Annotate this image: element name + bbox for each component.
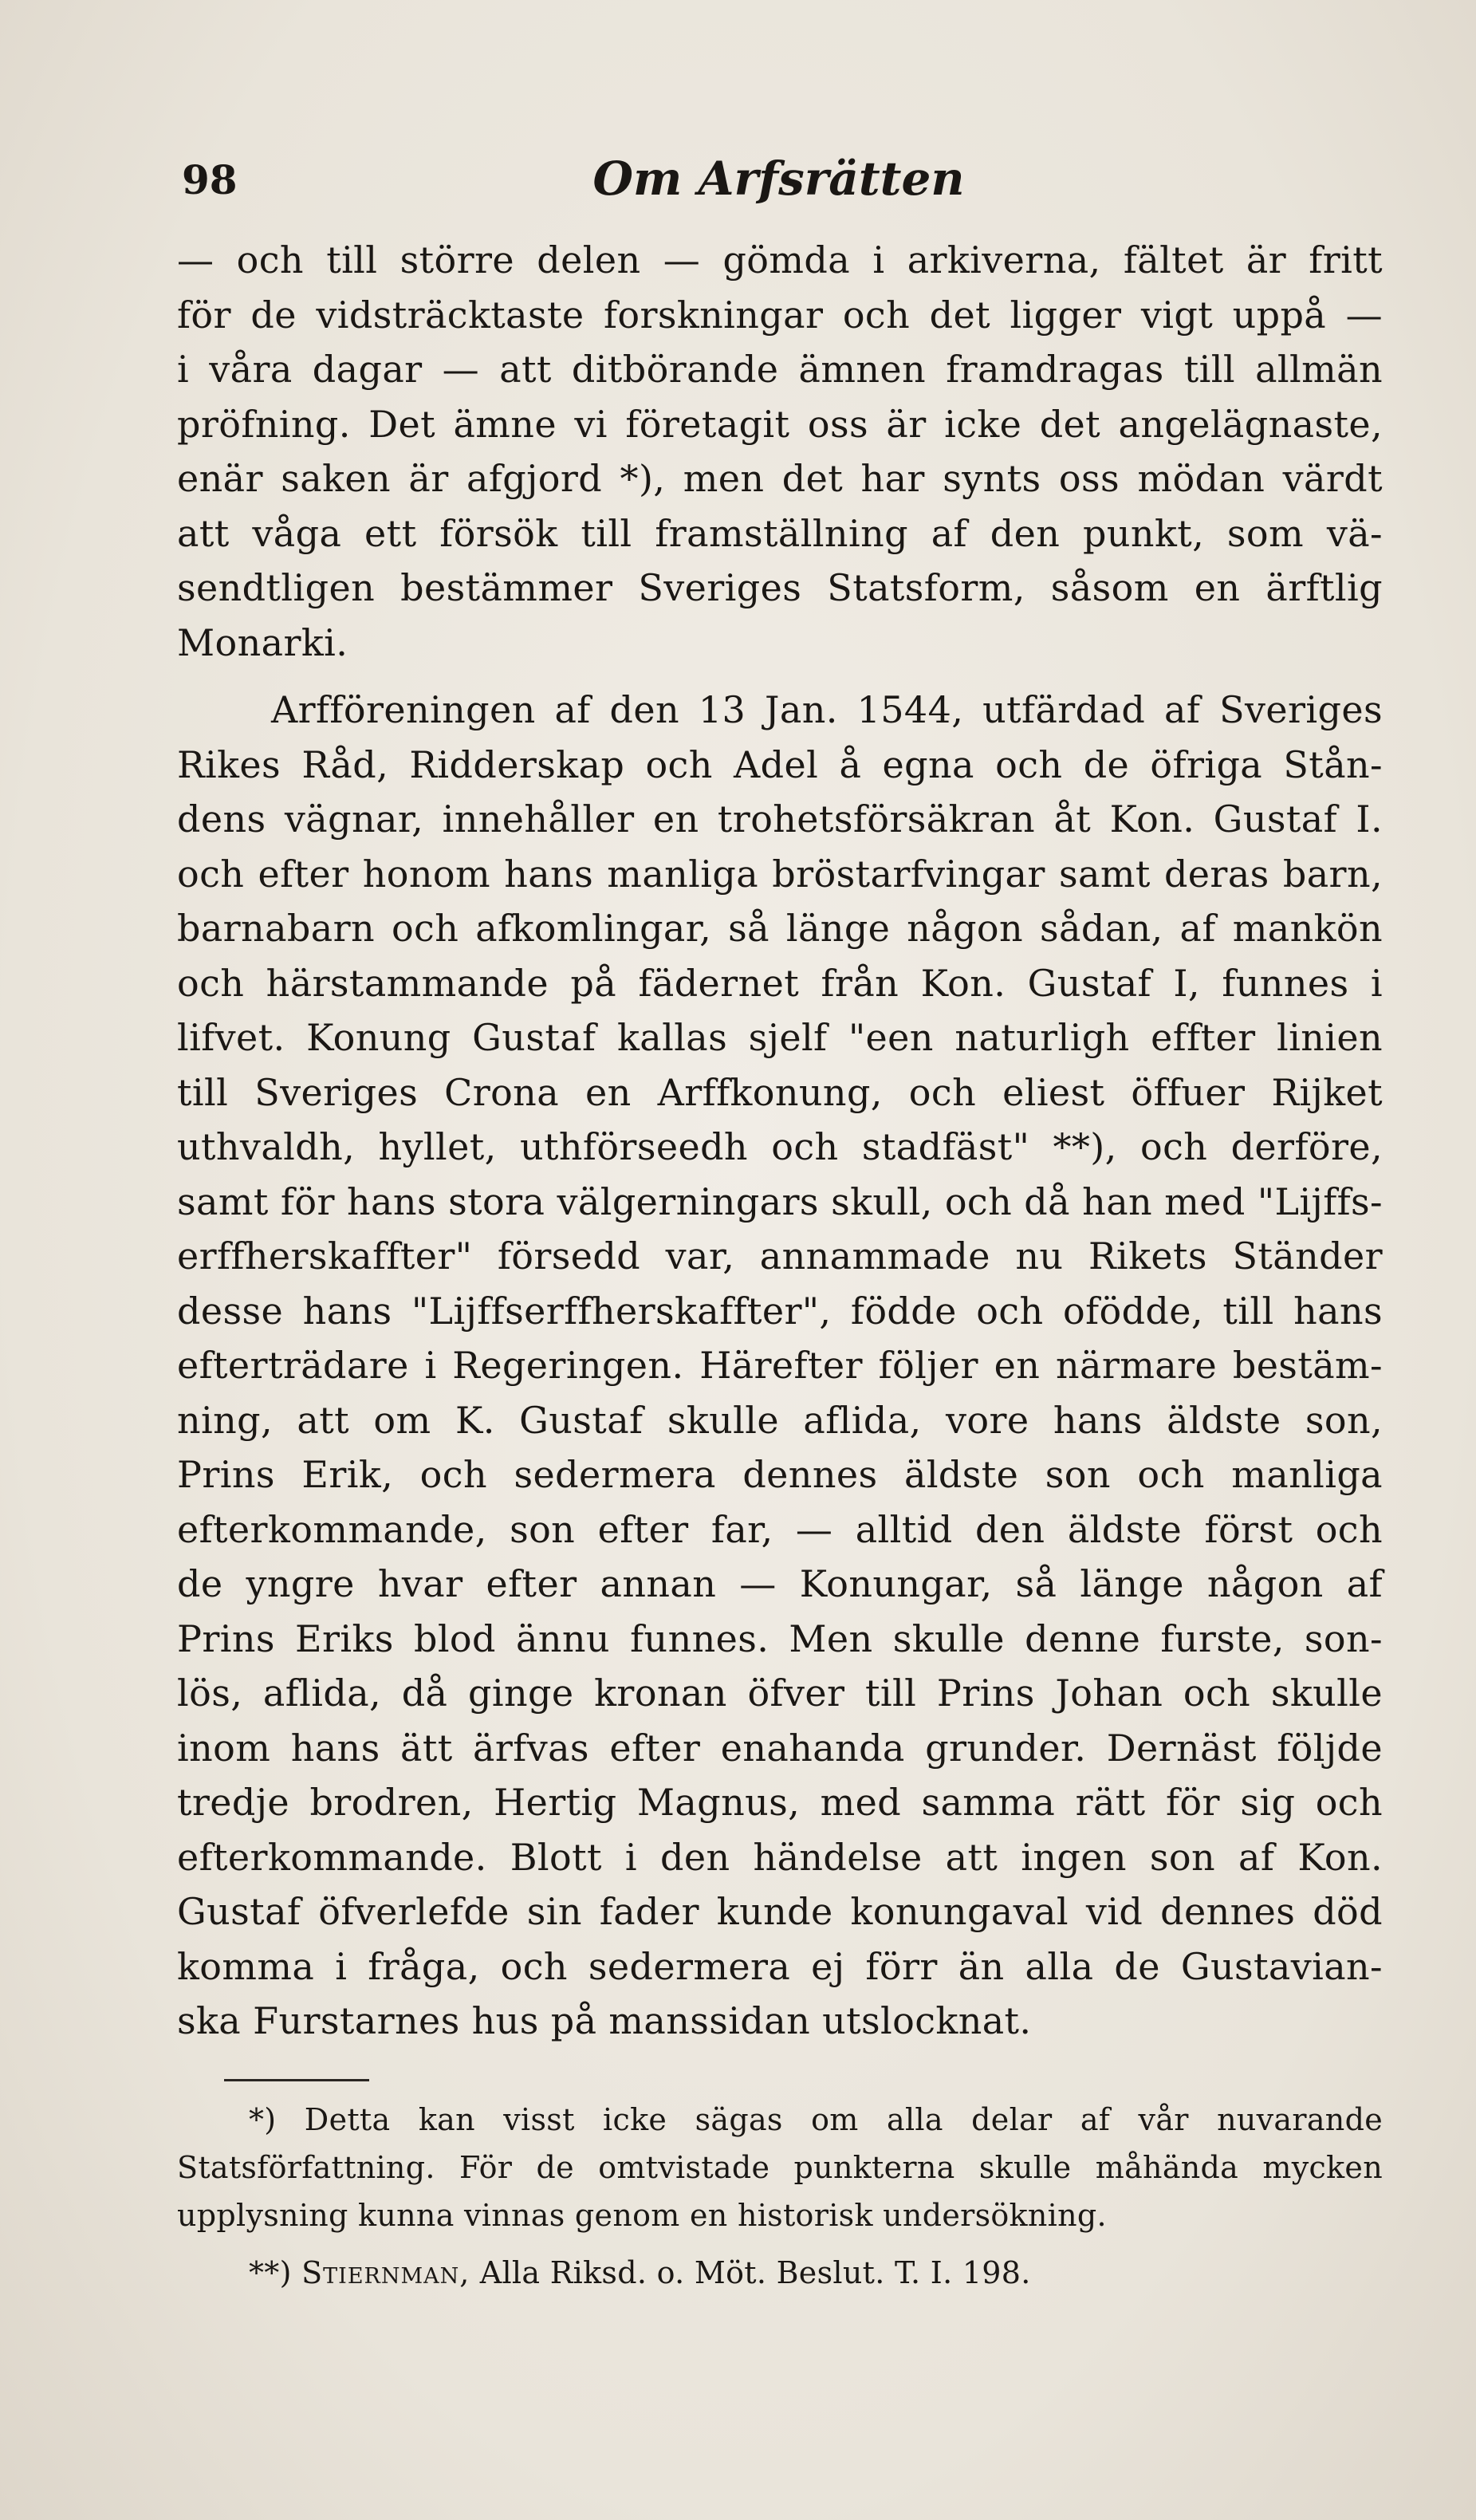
footnote-citation: Alla Riksd. o. Möt. Beslut. T. I. 198. <box>479 2255 1031 2290</box>
page-header <box>175 152 1382 215</box>
text-line: Rikes Råd, Ridderskap och Adel å egna och de öfriga Stån- <box>177 742 1383 786</box>
text-line: Arfföreningen af den 13 Jan. 1544, utfärdad af Sveriges <box>271 688 1383 731</box>
text-line: Gustaf öfverlefde sin fader kunde konungaval vid dennes död <box>177 1890 1383 1933</box>
text-line: för de vidsträcktaste forskningar och det ligger vigt uppå — <box>177 293 1383 337</box>
text-line: Prins Eriks blod ännu funnes. Men skulle denne furste, son- <box>177 1616 1383 1660</box>
text-line: och efter honom hans manliga bröstarfvingar samt deras barn, <box>177 852 1383 896</box>
text-line: lös, aflida, då ginge kronan öfver till Prins Johan och skulle <box>177 1671 1383 1715</box>
text-line: ska Furstarnes hus på manssidan utslocknat. <box>177 1999 1032 2042</box>
text-line: uthvaldh, hyllet, uthförseedh och stadfäst" **), och derföre, <box>177 1125 1383 1168</box>
text-line: inom hans ätt ärfvas efter enahanda grunder. Dernäst följde <box>177 1726 1383 1770</box>
text-line: att våga ett försök till framställning af den punkt, som vä- <box>177 511 1383 555</box>
text-line: dens vägnar, innehåller en trohetsförsäkran åt Kon. Gustaf I. <box>177 797 1383 841</box>
footnote-author: Stiernman, <box>301 2255 470 2290</box>
footnote-divider <box>224 2079 369 2081</box>
footnote-line: *) Detta kan visst icke sägas om alla delar af vår nuvarande <box>249 2102 1383 2137</box>
paragraph-1 <box>177 233 1383 670</box>
text-line: — och till större delen — gömda i arkiverna, fältet är fritt <box>177 238 1383 282</box>
footnote-marker: **) <box>249 2255 292 2290</box>
text-line: desse hans "Lijffserffherskaffter", födde och ofödde, till hans <box>177 1289 1383 1333</box>
page-number: 98 <box>182 156 238 203</box>
footnote-line <box>177 2249 1383 2297</box>
text-line: efterkommande, son efter far, — alltid den äldste först och <box>177 1507 1383 1551</box>
text-line: tredje brodren, Hertig Magnus, med samma rätt för sig och <box>177 1781 1383 1824</box>
text-line: lifvet. Konung Gustaf kallas sjelf "een naturligh effter linien <box>177 1016 1383 1059</box>
text-line: ning, att om K. Gustaf skulle aflida, vore hans äldste son, <box>177 1398 1383 1442</box>
text-line: pröfning. Det ämne vi företagit oss är icke det angelägnaste, <box>177 402 1383 446</box>
text-line: Monarki. <box>177 620 348 664</box>
text-line: och härstammande på fädernet från Kon. Gustaf I, funnes i <box>177 961 1383 1005</box>
text-line: Prins Erik, och sedermera dennes äldste son och manliga <box>177 1453 1383 1496</box>
text-line: komma i fråga, och sedermera ej förr än alla de Gustavian- <box>177 1944 1383 1988</box>
text-line: till Sveriges Crona en Arffkonung, och eliest öffuer Rijket <box>177 1070 1383 1114</box>
footnotes <box>177 2096 1383 2297</box>
text-line: efterträdare i Regeringen. Härefter följer en närmare bestäm- <box>177 1344 1383 1387</box>
footnote-1 <box>177 2096 1383 2239</box>
running-title: Om Arfsrätten <box>592 152 965 206</box>
text-line: erffherskaffter" försedd var, annammade nu Rikets Ständer <box>177 1234 1383 1278</box>
paragraph-2 <box>177 683 1383 2049</box>
footnote-2 <box>177 2249 1383 2297</box>
text-line: i våra dagar — att ditbörande ämnen framdragas till allmän <box>177 348 1383 391</box>
footnote-line: Statsförfattning. För de omtvistade punkterna skulle måhända mycken <box>177 2150 1383 2185</box>
text-line: enär saken är afgjord *), men det har synts oss mödan värdt <box>177 457 1383 500</box>
footnote-line: upplysning kunna vinnas genom en historisk undersökning. <box>177 2198 1107 2233</box>
main-text <box>177 233 1383 2049</box>
text-line: de yngre hvar efter annan — Konungar, så länge någon af <box>177 1562 1383 1605</box>
text-line: sendtligen bestämmer Sveriges Statsform, såsom en ärftlig <box>177 566 1383 609</box>
text-line: barnabarn och afkomlingar, så länge någon sådan, af mankön <box>177 907 1383 950</box>
text-line: samt för hans stora välgerningars skull, och då han med "Lijffs- <box>177 1179 1383 1223</box>
text-line: efterkommande. Blott i den händelse att ingen son af Kon. <box>177 1835 1383 1879</box>
